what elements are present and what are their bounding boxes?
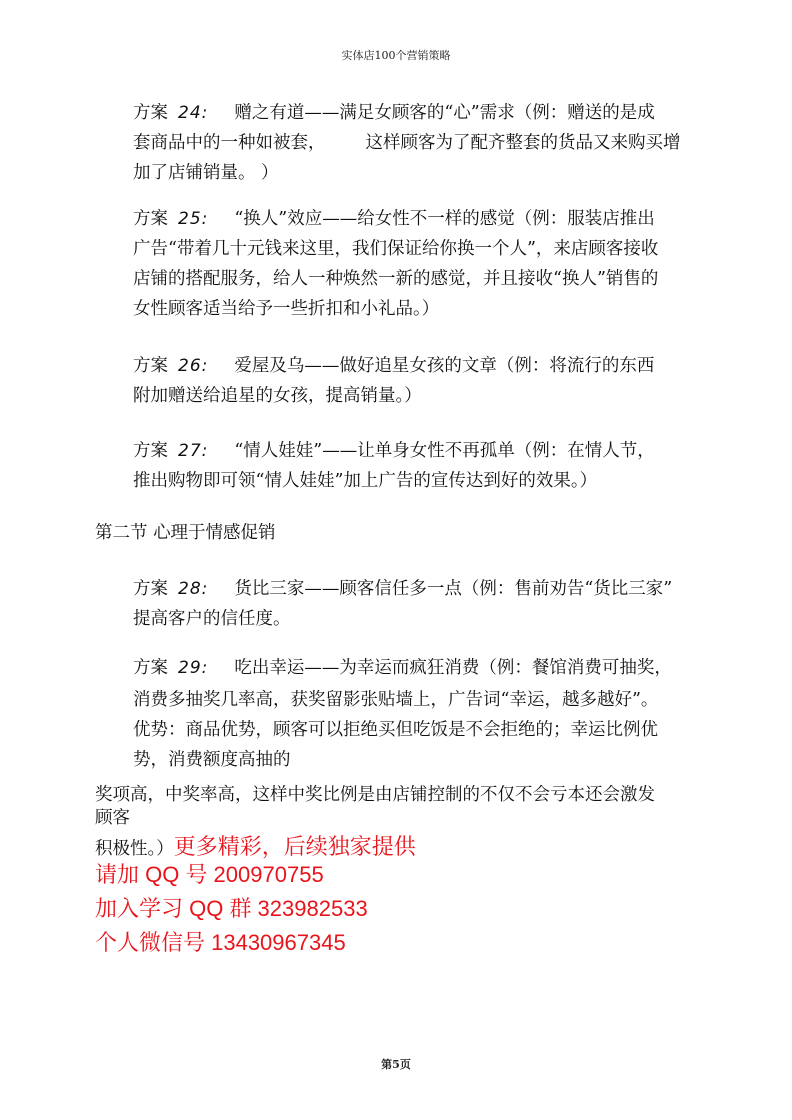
plan-number: 26: xyxy=(178,356,209,376)
plan-number: 29: xyxy=(178,658,209,678)
plan-number: 27: xyxy=(178,441,209,461)
plan-text: 广告“带着几十元钱来这里，我们保证给你换一个人”，来店顾客接收 xyxy=(133,239,659,259)
plan-text: 赠之有道——满足女顾客的“心”需求（例：赠送的是成 xyxy=(234,103,655,123)
promo-wechat: 个人微信号 13430967345 xyxy=(95,930,346,955)
plan-text: “换人”效应——给女性不一样的感觉（例：服装店推出 xyxy=(234,209,655,229)
page-header: 实体店100个营销策略 xyxy=(341,49,451,62)
plan-text: 消费多抽奖几率高，获奖留影张贴墙上，广告词“幸运，越多越好”。 xyxy=(133,690,659,710)
continuation-line: 顾客 xyxy=(95,808,130,828)
plan-text: 提高客户的信任度。 xyxy=(133,609,291,629)
plan-label: 方案 xyxy=(133,103,168,123)
plan-text: 套商品中的一种如被套， xyxy=(133,133,326,153)
section-title: 第二节 心理于情感促销 xyxy=(95,523,276,543)
plan-label: 方案 xyxy=(133,441,168,461)
plan-number: 25: xyxy=(178,209,209,229)
promo-group: 加入学习 QQ 群 323982533 xyxy=(95,896,368,921)
plan-text: 加了店铺销量。 ） xyxy=(133,163,279,183)
plan-24-line-3 xyxy=(133,158,708,188)
plan-label: 方案 xyxy=(133,658,168,678)
plan-27 xyxy=(133,436,708,496)
continuation-end: 积极性。） xyxy=(95,839,174,859)
plan-24-line-1 xyxy=(133,98,708,128)
plan-text: 推出购物即可领“情人娃娃”加上广告的宣传达到好的效果。） xyxy=(133,471,598,491)
plan-26-line-1 xyxy=(133,351,708,381)
plan-25-line-1 xyxy=(133,204,708,234)
plan-28 xyxy=(133,574,708,634)
plan-text: 爱屋及乌——做好追星女孩的文章（例：将流行的东西 xyxy=(234,356,655,376)
plan-text: 货比三家——顾客信任多一点（例：售前劝告“货比三家” xyxy=(234,579,673,599)
page-footer: 第5页 xyxy=(381,1058,411,1071)
plan-29 xyxy=(133,653,708,775)
plan-label: 方案 xyxy=(133,356,168,376)
plan-29-line-1 xyxy=(133,653,708,683)
plan-24-line-2 xyxy=(133,128,708,158)
promo-qq: 请加 QQ 号 200970755 xyxy=(95,862,324,887)
continuation-paragraph xyxy=(95,782,705,864)
plan-text: 优势：商品优势，顾客可以拒绝买但吃饭是不会拒绝的；幸运比例优 xyxy=(133,720,658,740)
plan-26 xyxy=(133,351,708,411)
plan-27-line-1 xyxy=(133,436,708,466)
promo-inline: 更多精彩，后续独家提供 xyxy=(173,834,416,859)
plan-number: 24: xyxy=(178,103,209,123)
continuation-line: 奖项高，中奖率高，这样中奖比例是由店铺控制的不仅不会亏本还会激发 xyxy=(95,785,655,805)
plan-text: 店铺的搭配服务，给人一种焕然一新的感觉，并且接收“换人”销售的 xyxy=(133,269,659,289)
plan-text: 女性顾客适当给予一些折扣和小礼品。） xyxy=(133,299,440,319)
plan-text: 这样顾客为了配齐整套的货品又来购买增 xyxy=(365,133,681,153)
plan-24 xyxy=(133,98,708,188)
plan-label: 方案 xyxy=(133,209,168,229)
plan-28-line-1 xyxy=(133,574,708,604)
plan-text: 势，消费额度高抽的 xyxy=(133,750,291,770)
plan-label: 方案 xyxy=(133,579,168,599)
plan-text: 附加赠送给追星的女孩，提高销量。） xyxy=(133,386,422,406)
plan-text: 吃出幸运——为幸运而疯狂消费（例：餐馆消费可抽奖， xyxy=(234,658,672,678)
plan-number: 28: xyxy=(178,579,209,599)
plan-25 xyxy=(133,204,708,324)
plan-text: “情人娃娃”——让单身女性不再孤单（例：在情人节， xyxy=(234,441,655,461)
